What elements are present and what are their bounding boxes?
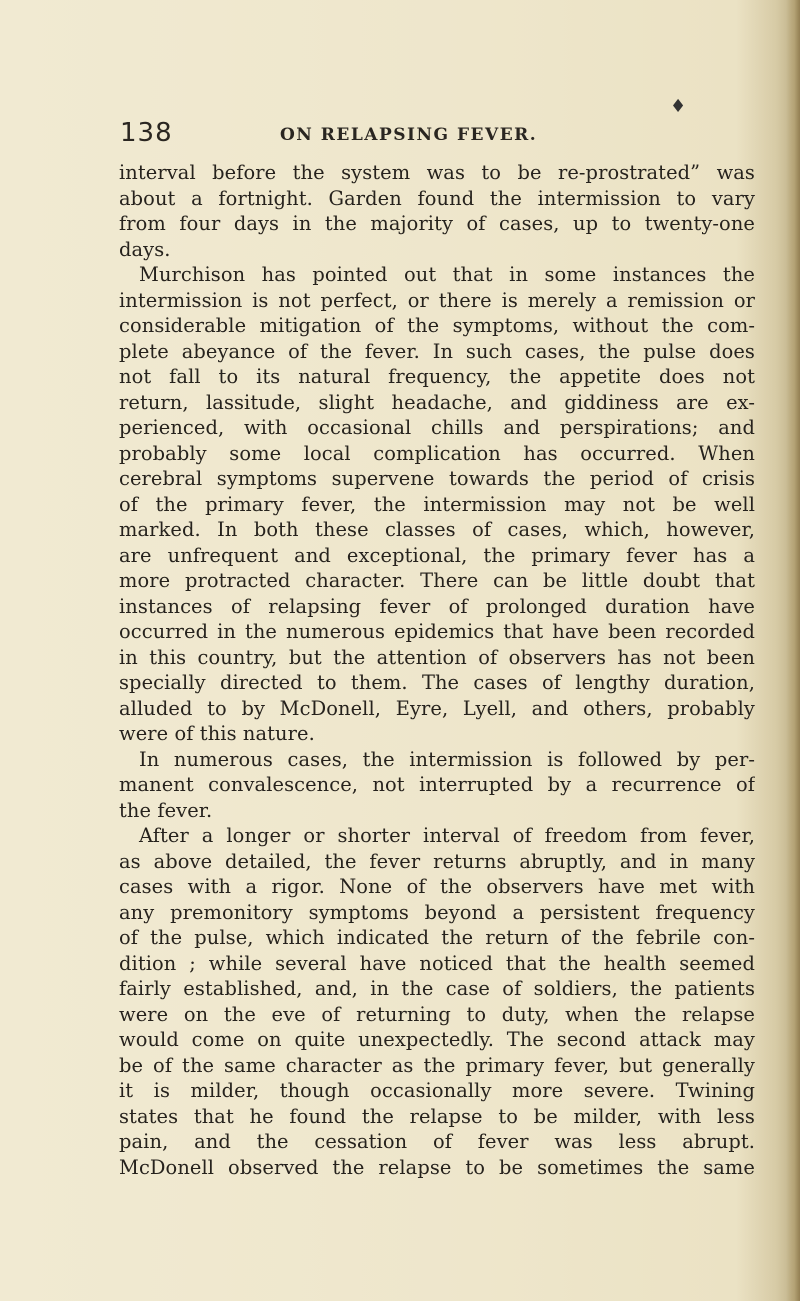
text-line: specially directed to them. The cases of lengthy duration, xyxy=(119,671,755,694)
text-line: not fall to its natural frequency, the appetite does not xyxy=(119,365,755,388)
text-line: of the pulse, which indicated the return of the febrile con- xyxy=(119,926,755,949)
page-header xyxy=(120,118,760,148)
text-line: occurred in the numerous epidemics that have been recorded xyxy=(119,620,755,643)
text-line: the fever. xyxy=(119,798,213,822)
text-line: would come on quite unexpectedly. The second attack may xyxy=(119,1028,755,1051)
text-line: were on the eve of returning to duty, when the relapse xyxy=(119,1002,755,1026)
text-line: dition ; while several have noticed that the health seemed xyxy=(119,951,755,975)
text-line: as above detailed, the fever returns abruptly, and in many xyxy=(119,849,755,873)
page-number: 138 xyxy=(120,118,173,148)
text-line: After a longer or shorter interval of freedom from fever, xyxy=(139,824,755,847)
text-line: McDonell observed the relapse to be sometimes the same xyxy=(119,1155,755,1179)
text-line: cases with a rigor. None of the observers have met with xyxy=(119,875,755,898)
text-line: marked. In both these classes of cases, which, however, xyxy=(119,518,755,541)
text-line: were of this nature. xyxy=(119,722,315,745)
text-line: return, lassitude, slight headache, and giddiness are ex- xyxy=(119,390,755,414)
text-line: are unfrequent and exceptional, the primary fever has a xyxy=(119,543,755,567)
ink-mark: ♦ xyxy=(670,96,687,117)
text-line: from four days in the majority of cases, up to twenty-one xyxy=(119,212,755,235)
text-line: Murchison has pointed out that in some instances the xyxy=(139,263,755,286)
running-head: ON RELAPSING FEVER. xyxy=(280,125,538,145)
text-line: alluded to by McDonell, Eyre, Lyell, and others, probably xyxy=(119,696,755,720)
text-line: of the primary fever, the intermission may not be well xyxy=(119,492,755,516)
text-line: more protracted character. There can be little doubt that xyxy=(119,569,755,592)
text-line: considerable mitigation of the symptoms, without the com- xyxy=(119,314,755,337)
text-line: In numerous cases, the intermission is followed by per- xyxy=(139,747,755,771)
text-line: pain, and the cessation of fever was less abrupt. xyxy=(119,1130,755,1153)
text-line: about a fortnight. Garden found the intermission to vary xyxy=(119,186,755,210)
text-line: manent convalescence, not interrupted by a recurrence of xyxy=(119,773,755,796)
text-line: states that he found the relapse to be milder, with less xyxy=(119,1104,755,1128)
text-line: in this country, but the attention of observers has not been xyxy=(119,645,755,669)
text-line: perienced, with occasional chills and perspirations; and xyxy=(119,416,755,439)
text-line: instances of relapsing fever of prolonged duration have xyxy=(119,594,755,618)
text-line: cerebral symptoms supervene towards the period of crisis xyxy=(119,467,755,490)
page-edge-shadow xyxy=(786,0,800,1301)
text-line: interval before the system was to be re-prostrated” was xyxy=(119,161,755,184)
text-line: fairly established, and, in the case of soldiers, the patients xyxy=(119,977,755,1000)
text-line: intermission is not perfect, or there is merely a remission or xyxy=(119,288,755,312)
text-line: plete abeyance of the fever. In such cases, the pulse does xyxy=(119,339,755,363)
text-line: any premonitory symptoms beyond a persistent frequency xyxy=(119,900,755,924)
text-line: it is milder, though occasionally more severe. Twining xyxy=(119,1079,755,1102)
text-line: probably some local complication has occurred. When xyxy=(119,441,755,465)
text-line: be of the same character as the primary fever, but generally xyxy=(119,1053,755,1077)
body-text xyxy=(119,160,755,1180)
text-line: days. xyxy=(119,237,171,261)
